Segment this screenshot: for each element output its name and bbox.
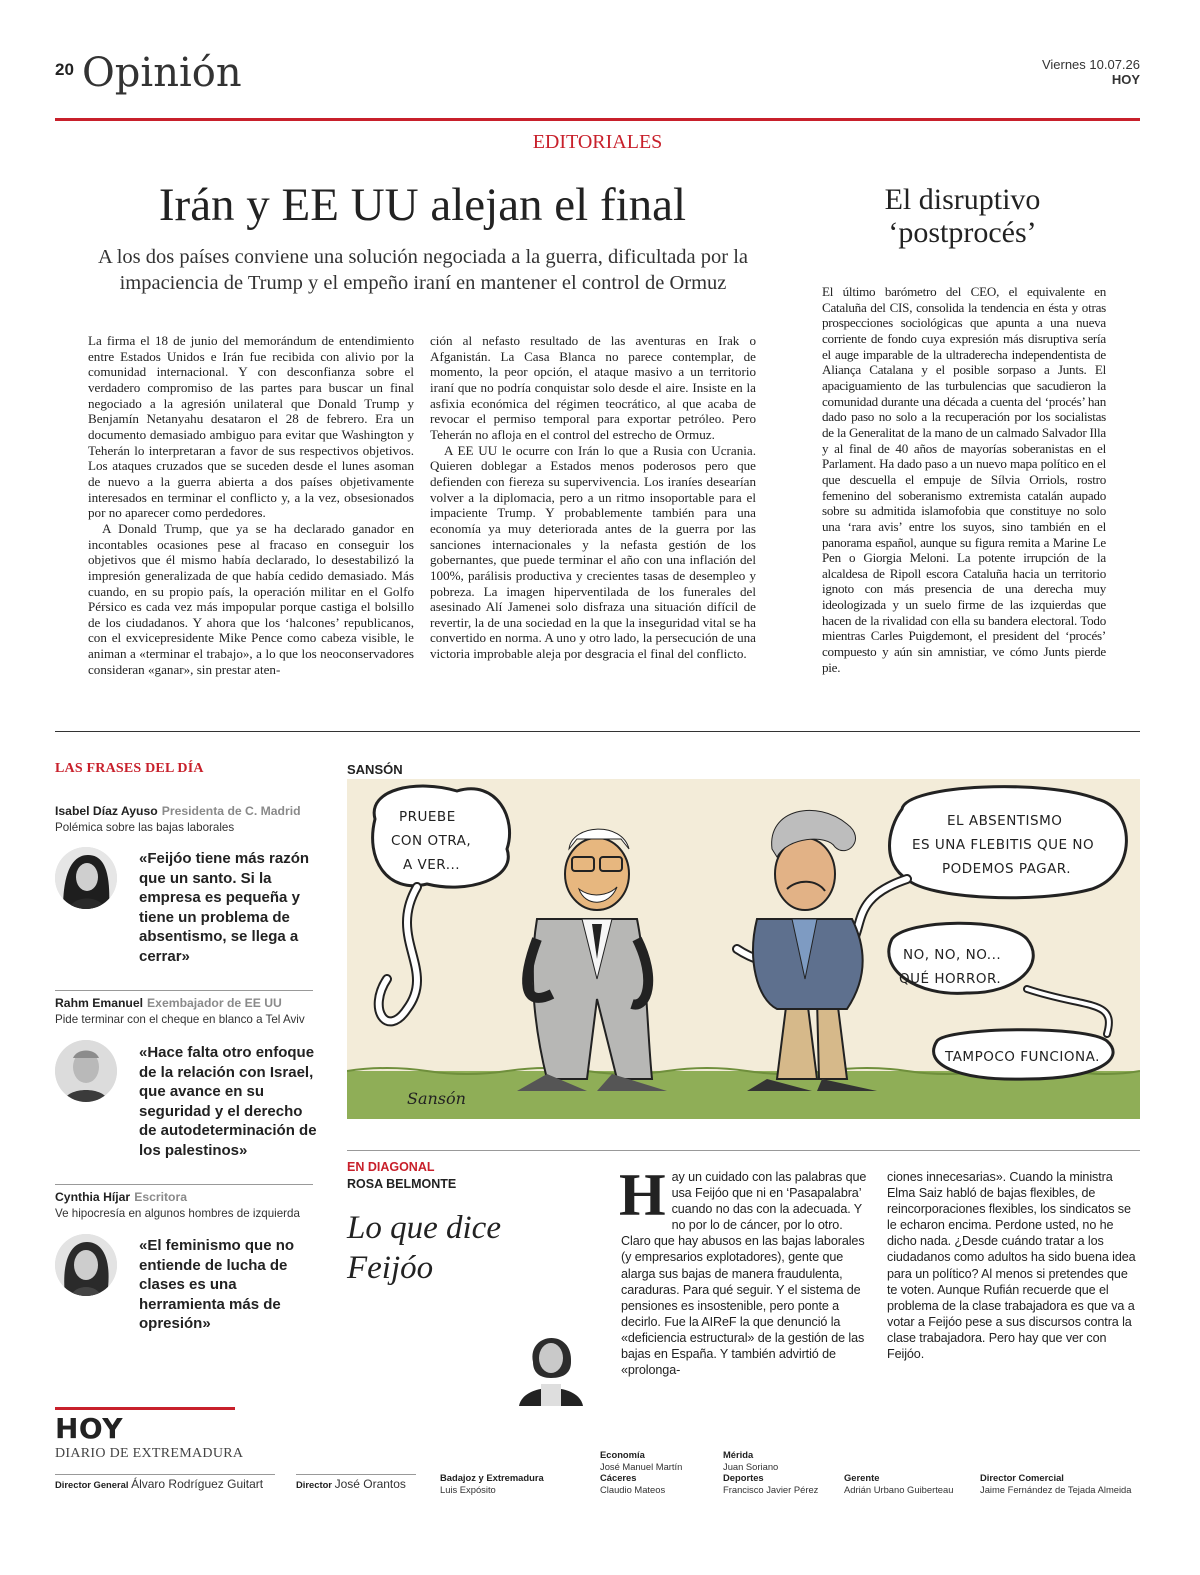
dropcap: H <box>619 1162 666 1228</box>
cartoon-bubble-line: A VER... <box>403 857 461 873</box>
column-paragraph: ay un cuidado con las palabras que usa Feijóo que ni en ‘Pasapalabra’ cuando no das con la adecuada. Y no por lo de cáncer, por lo otro. Claro que hay abusos en las bajas laborales (y empresarios explotadores), gente que alarga sus bajas de manera fraudulenta, caraduras. Para qué seguir. Y el sistema de pensiones es insostenible, pero ponte a decirlo. Fue la AIReF la que denunció la «deficiencia estructural» de la gestión de las bajas en España. Y también advirtió de «prolonga- <box>621 1170 867 1378</box>
credit-comercial <box>980 1472 1131 1495</box>
speaker-name: Cynthia Híjar <box>55 1190 131 1204</box>
credit-director <box>296 1479 406 1491</box>
column-text-1 <box>619 1162 868 1378</box>
credit-name: Adrián Urbano Guiberteau <box>844 1483 954 1495</box>
credit-title: Cáceres <box>600 1472 637 1483</box>
speaker-name: Rahm Emanuel <box>55 996 144 1010</box>
author-photo <box>513 1322 589 1406</box>
column-text-2: ciones innecesarias». Cuando la ministra Elma Saiz habló de bajas flexibles, de reincorporaciones flexibles, los sindicatos se le echaron encima. Perdone usted, no he dicho nada. ¿Desde cuándo tratar a los ciudadanos como adultos ha sido buena idea para un político? Al menos si pretendes que te voten. Aunque Rufián recuerde que el problema de la clase trabajadora es que va a votar a Feijóo pese a sus discursos contra la clase trabajadora. Pero hay que ver con Feijóo. <box>887 1170 1136 1362</box>
credit-title: Director <box>296 1479 332 1490</box>
frase-divider <box>55 1184 313 1185</box>
credit-director-general <box>55 1479 263 1491</box>
column-author: ROSA BELMONTE <box>347 1177 457 1191</box>
frase-context: Pide terminar con el cheque en blanco a Tel Aviv <box>55 1013 305 1026</box>
cartoon-bubble-line: ES UNA FLEBITIS QUE NO <box>912 837 1095 853</box>
credit-economia <box>600 1449 682 1495</box>
cartoon-bubble-line: EL ABSENTISMO <box>947 813 1063 829</box>
cartoon-signature: Sansón <box>407 1089 466 1108</box>
avatar <box>55 1040 117 1102</box>
cartoon-bubble-line: QUÉ HORROR. <box>899 971 1002 987</box>
credit-divider <box>296 1474 416 1475</box>
credit-title: Mérida <box>723 1449 754 1460</box>
frase-header <box>55 990 313 1026</box>
frases-title: LAS FRASES DEL DÍA <box>55 761 204 776</box>
credit-name: José Manuel Martín <box>600 1460 683 1472</box>
credit-title: Deportes <box>723 1472 764 1483</box>
credit-name: José Orantos <box>334 1477 406 1491</box>
header-rule <box>55 118 1140 121</box>
frase-quote: «Feijóo tiene más razón que un santo. Si la empresa es pequeña y tiene un problema de absentismo, se llega a cerrar» <box>139 850 310 965</box>
credit-badajoz <box>440 1472 544 1495</box>
side-editorial-body: El último barómetro del CEO, el equivalente en Cataluña del CIS, consolida la tendencia en ésta y otras prospecciones sociológicas que apunta a una nueva corriente de fondo cuya expresión más disruptiva sería el auge imparable de la ultraderecha independentista de Aliança Catalana y el posible sorpaso a Junts. El apaciguamiento de las turbulencias que sacudieron la comunidad durante una década a cuenta del ‘procés’ han dado paso no solo a la recuperación por los socialistas de la Generalitat de la mano de un calmado Salvador Illa y al final de 40 años de mayorías soberanistas en el Parlament. Ha dado paso a un nuevo mapa político en el que descuella el empuje de Sílvia Orriols, rostro femenino del soberanismo extremista catalán aupado sobre su admitida islamofobia que constituye no solo una ‘rara avis’ entre los suyos, sino también en el panorama español, aunque su figura remita a Marine Le Pen o Giorgia Meloni. La potente irrupción de la alcaldesa de Ripoll escora Cataluña hacia un territorio ignoto con más presencia de una derecha muy ideologizada y un suelo firme de las izquierdas que hacen de la rivalidad con ella su bandera electoral. Todo mientras Carles Puigdemont, el president del ‘procés’ compuesto y aún sin amnistiar, ve cómo Junts pierde pie. <box>822 284 1106 675</box>
speaker-role: Presidenta de C. Madrid <box>161 804 301 818</box>
speaker-role: Escritora <box>134 1190 188 1204</box>
section-divider <box>347 1150 1140 1151</box>
cartoon-bubble-line: TAMPOCO FUNCIONA. <box>945 1049 1100 1065</box>
section-divider <box>55 731 1140 732</box>
credit-gerente <box>844 1472 953 1495</box>
column-headline-line: Feijóo <box>347 1250 434 1286</box>
issue-date <box>1042 57 1140 87</box>
main-editorial-column-2 <box>430 333 756 662</box>
credit-name: Jaime Fernández de Tejada Almeida <box>980 1483 1132 1495</box>
frase-divider <box>55 990 313 991</box>
main-editorial-headline: Irán y EE UU alejan el final <box>158 179 687 231</box>
credit-title: Economía <box>600 1449 645 1460</box>
cartoon-bubble-line: PRUEBE <box>399 809 456 825</box>
side-headline-line: ‘postprocés’ <box>888 216 1037 249</box>
credit-name: Juan Soriano <box>723 1460 779 1472</box>
cartoon-bubble-line: CON OTRA, <box>391 833 472 849</box>
credit-title: Gerente <box>844 1472 880 1483</box>
avatar <box>55 1234 117 1296</box>
side-editorial-headline <box>820 183 1105 249</box>
credit-divider <box>55 1474 275 1475</box>
section-title: Opinión <box>82 50 242 96</box>
main-editorial-subheadline: A los dos países conviene una solución negociada a la guerra, dificultada por la impaciencia de Trump y el empeño iraní en mantener el control de Ormuz <box>97 246 749 294</box>
paragraph: ción al nefasto resultado de las aventuras en Irak o Afganistán. La Casa Blanca no parece contemplar, de momento, la peor opción, el ataque masivo a un territorio iraní que no podría conquistar solo desde el aire. Insiste en la asfixia económica del régimen teocrático, al que acaba de revocar el permiso temporal para exportar petróleo. Pero Teherán no afloja en el control del estrecho de Ormuz. <box>430 333 756 442</box>
frase-context: Polémica sobre las bajas laborales <box>55 821 235 834</box>
credit-name: Claudio Mateos <box>600 1483 666 1495</box>
speaker-role: Exembajador de EE UU <box>147 996 282 1010</box>
frase-header <box>55 1184 313 1220</box>
cartoon <box>347 779 1140 1119</box>
credit-name: Francisco Javier Pérez <box>723 1483 819 1495</box>
frase-quote: «El feminismo que no entiende de lucha de clases es una herramienta más de opresión» <box>139 1237 295 1332</box>
credit-name: Álvaro Rodríguez Guitart <box>131 1477 264 1491</box>
credit-title: Badajoz y Extremadura <box>440 1472 544 1483</box>
cartoon-bubble-line: NO, NO, NO... <box>903 947 1002 963</box>
column-headline <box>347 1208 587 1288</box>
avatar <box>55 847 117 909</box>
editoriales-label: EDITORIALES <box>532 131 663 153</box>
side-headline-line: El disruptivo <box>884 183 1041 216</box>
main-editorial-column-1 <box>88 333 414 677</box>
frase-quote: «Hace falta otro enfoque de la relación con Israel, que avance en su seguridad y el derecho de autodeterminación de los palestinos» <box>139 1044 317 1159</box>
speaker-name: Isabel Díaz Ayuso <box>55 804 158 818</box>
cartoon-illustration <box>347 779 1140 1119</box>
cartoon-bubble-line: PODEMOS PAGAR. <box>942 861 1071 877</box>
footer-logo: HOY <box>55 1412 124 1445</box>
column-headline-line: Lo que dice <box>347 1210 501 1246</box>
footer-subtitle: DIARIO DE EXTREMADURA <box>55 1446 244 1461</box>
date-text: Viernes 10.07.26 <box>1041 57 1140 72</box>
header-brand: HOY <box>1111 72 1140 87</box>
page-number: 20 <box>55 60 74 79</box>
paragraph: La firma el 18 de junio del memorándum de entendimiento entre Estados Unidos e Irán fue recibida con alivio por la comunidad internacional. Y con desconfianza sobre el verdadero compromiso de las partes para buscar un final negociado a la agresión unilateral que Donald Trump y Benjamín Netanyahu desataron el 28 de febrero. Era un documento demasiado ambiguo para evitar que Washington y Teherán lo interpretaran a favor de sus respectivos objetivos. Los ataques cruzados que se suceden desde el lunes asoman de nuevo a la guerra abierta a dos países objetivamente interesados en terminar el conflicto y, a la vez, obsesionados por no aparecer como perdedores. <box>88 333 414 521</box>
paragraph: A EE UU le ocurre con Irán lo que a Rusia con Ucrania. Quieren doblegar a Estados menos poderosos pero que defienden con fiereza su supervivencia. Los iraníes desearían volver a la diplomacia, pero a un ritmo insoportable para el impaciente Trump. Y probablemente también para una economía ya muy deteriorada antes de la guerra por las sanciones internacionales y la nefasta gestión de los gobernantes, que puede terminar el año con una inflación del 100%, parálisis productiva y crecientes tasas de desempleo y pobreza. La imagen hiperventilada de los funerales del asesinado Alí Jamenei solo disfraza una situación difícil de revertir, la de una sociedad en la que la inseguridad vital se ha convertido en norma. A uno y otro lado, la persecución de una victoria improbable aleja por desgracia el final del conflicto. <box>430 442 756 662</box>
credit-name: Luis Expósito <box>440 1483 496 1495</box>
column-label: EN DIAGONAL <box>347 1160 435 1174</box>
credit-title: Director Comercial <box>980 1472 1064 1483</box>
paragraph: A Donald Trump, que ya se ha declarado ganador en incontables ocasiones pese al fracaso en conseguir los objetivos que él mismo había declarado, lo desestabilizó la impresión generalizada de que había cedido demasiado. Más cuando, en su propio país, la operación militar en el Golfo Pérsico es cada vez más impopular porque castiga el bolsillo de los ciudadanos. Y ahora que los ‘halcones’ republicanos, con el exvicepresidente Mike Pence como cabeza visible, le animan a «terminar el trabajo», a lo que los neoconservadores consideran «ganar», sin prestar aten- <box>88 520 414 677</box>
cartoon-label: SANSÓN <box>347 762 403 777</box>
frase-context: Ve hipocresía en algunos hombres de izquierda <box>55 1207 300 1220</box>
credit-merida <box>723 1449 818 1495</box>
credit-title: Director General <box>55 1479 129 1490</box>
frase-header <box>55 802 313 834</box>
footer-rule <box>55 1407 235 1410</box>
